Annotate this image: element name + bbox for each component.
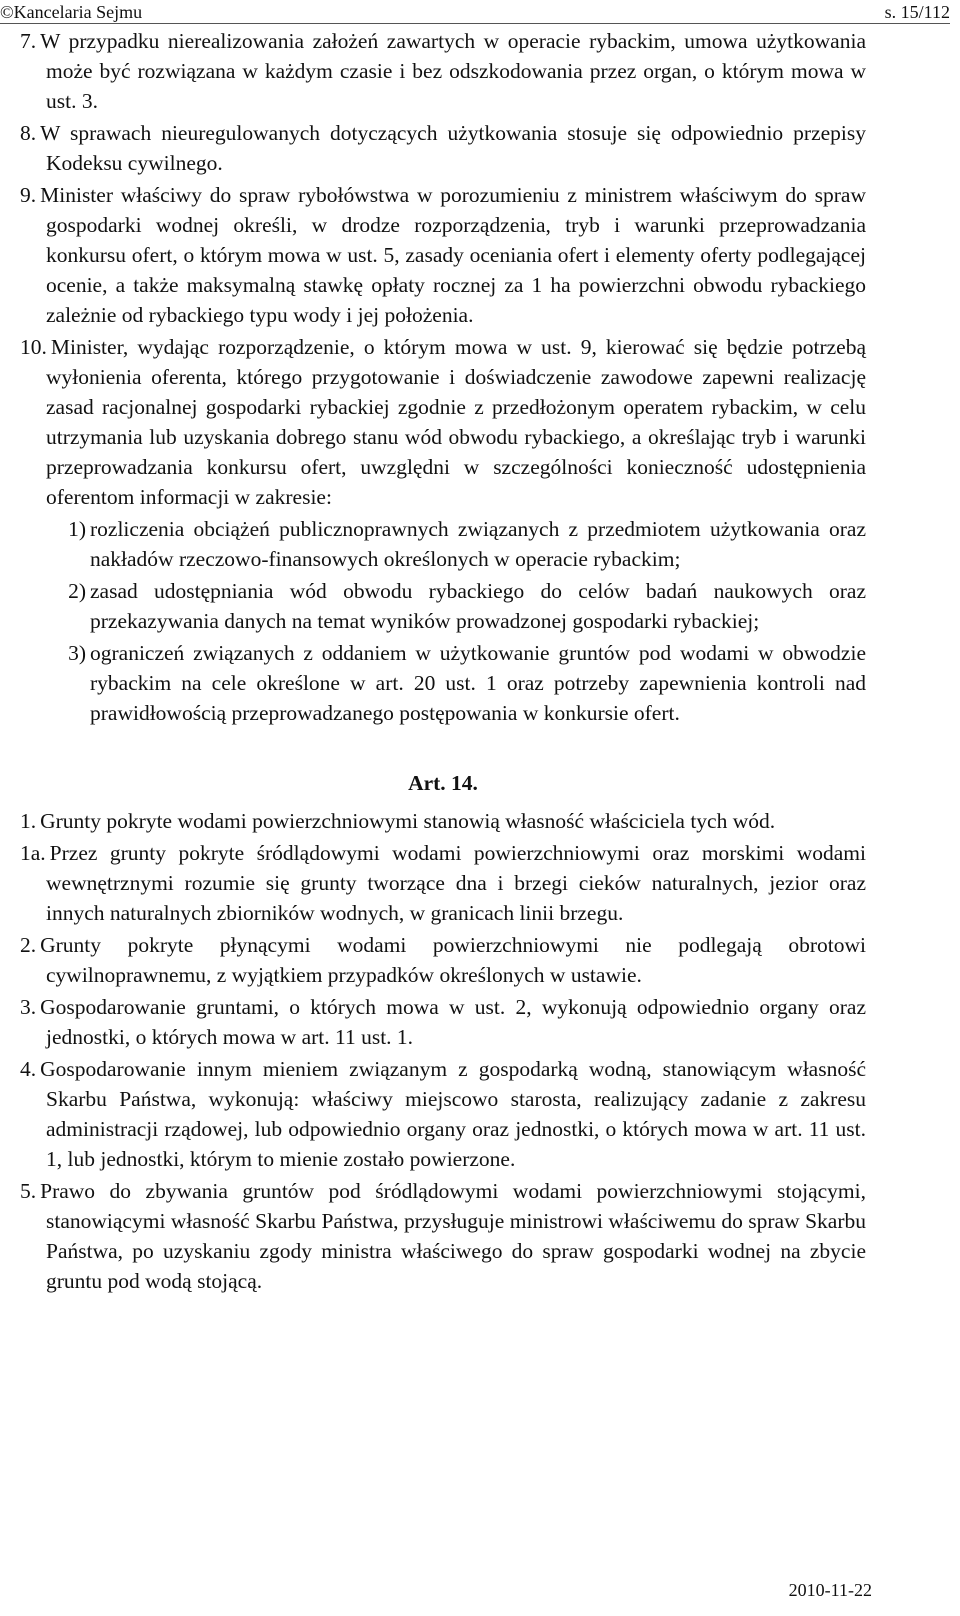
list-marker: 3)	[68, 641, 86, 665]
paragraph-text: Grunty pokryte wodami powierzchniowymi stanowią własność właściciela tych wód.	[40, 809, 776, 833]
paragraph-10	[20, 332, 866, 512]
footer-date: 2010-11-22	[788, 1580, 872, 1600]
article-paragraph-4	[20, 1054, 866, 1174]
list-item	[20, 514, 866, 574]
list-marker: 1)	[68, 517, 86, 541]
list-item	[20, 576, 866, 636]
list-item	[20, 638, 866, 728]
article-paragraph-1a	[20, 838, 866, 928]
paragraph-text: Grunty pokryte płynącymi wodami powierzchniowymi nie podlegają obrotowi cywilnoprawnemu, z wyjątkiem przypadków określonych w ustawie.	[40, 933, 866, 987]
paragraph-number: 8.	[20, 121, 37, 145]
paragraph-9	[20, 180, 866, 330]
paragraph-text: Prawo do zbywania gruntów pod śródlądowymi wodami powierzchniowymi stojącymi, stanowiącymi własność Skarbu Państwa, przysługuje ministrowi właściwemu do spraw Skarbu Państwa, po uzyskaniu zgody ministra właściwego do spraw gospodarki wodnej na zbycie gruntu pod wodą stojącą.	[40, 1179, 866, 1293]
list-item-text: rozliczenia obciążeń publicznoprawnych związanych z przedmiotem użytkowania oraz nakładów rzeczowo-finansowych określonych w operacie rybackim;	[90, 517, 866, 571]
paragraph-number: 1a.	[20, 841, 46, 865]
article-paragraph-3	[20, 992, 866, 1052]
paragraph-number: 9.	[20, 183, 37, 207]
page-number: s. 15/112	[884, 2, 950, 22]
paragraph-text: Minister, wydając rozporządzenie, o którym mowa w ust. 9, kierować się będzie potrzebą wyłonienia oferenta, którego przygotowanie i doświadczenie zawodowe zapewni realizację zasad racjonalnej gospodarki rybackiej zgodnie z przedłożonym operatem rybackim, w celu utrzymania lub uzyskania dobrego stanu wód obwodu rybackiego, a określając tryb i warunki przeprowadzania konkursu ofert, uwzględni w szczególności konieczność udostępnienia oferentom informacji w zakresie:	[46, 335, 866, 509]
article-paragraph-1	[20, 806, 866, 836]
paragraph-text: Minister właściwy do spraw rybołówstwa w porozumieniu z ministrem właściwym do spraw gospodarki wodnej określi, w drodze rozporządzenia, tryb i warunki przeprowadzania konkursu ofert, o którym mowa w ust. 5, zasady oceniania ofert i elementy oferty podlegającej ocenie, a także maksymalną stawkę opłaty rocznej za 1 ha powierzchni obwodu rybackiego zależnie od rybackiego typu wody i jej położenia.	[40, 183, 866, 327]
paragraph-number: 3.	[20, 995, 37, 1019]
paragraph-text: W przypadku nierealizowania założeń zawartych w operacie rybackim, umowa użytkowania może być rozwiązana w każdym czasie i bez odszkodowania przez organ, o którym mowa w ust. 3.	[40, 29, 866, 113]
page-header	[0, 0, 960, 24]
header-divider	[0, 23, 950, 24]
article-paragraph-2	[20, 930, 866, 990]
paragraph-7	[20, 26, 866, 116]
enumerated-list	[20, 514, 866, 728]
paragraph-number: 4.	[20, 1057, 37, 1081]
article-paragraph-5	[20, 1176, 866, 1296]
paragraph-number: 5.	[20, 1179, 37, 1203]
copyright-label: ©Kancelaria Sejmu	[0, 2, 143, 22]
paragraph-number: 2.	[20, 933, 37, 957]
paragraph-text: Gospodarowanie innym mieniem związanym z gospodarką wodną, stanowiącym własność Skarbu Państwa, wykonują: właściwy miejscowo starosta, realizujący zadanie z zakresu administracji rządowej, lub odpowiednio organy oraz jednostki, o których mowa w art. 11 ust. 1, lub jednostki, którym to mienie zostało powierzone.	[40, 1057, 866, 1171]
article-heading: Art. 14.	[408, 771, 478, 795]
list-item-text: ograniczeń związanych z oddaniem w użytkowanie gruntów pod wodami w obwodzie rybackim na cele określone w art. 20 ust. 1 oraz potrzeby zapewnienia kontroli nad prawidłowością przeprowadzanego postępowania w konkursie ofert.	[90, 641, 866, 725]
paragraph-text: Przez grunty pokryte śródlądowymi wodami powierzchniowymi oraz morskimi wodami wewnętrznymi rozumie się grunty tworzące dna i brzegi cieków naturalnych, jezior oraz innych naturalnych zbiorników wodnych, w granicach linii brzegu.	[46, 841, 866, 925]
paragraph-text: Gospodarowanie gruntami, o których mowa w ust. 2, wykonują odpowiednio organy oraz jednostki, o których mowa w art. 11 ust. 1.	[40, 995, 866, 1049]
paragraph-text: W sprawach nieuregulowanych dotyczących użytkowania stosuje się odpowiednio przepisy Kodeksu cywilnego.	[40, 121, 866, 175]
document-body	[20, 26, 866, 1298]
paragraph-number: 10.	[20, 335, 47, 359]
list-marker: 2)	[68, 579, 86, 603]
paragraph-number: 1.	[20, 809, 37, 833]
paragraph-number: 7.	[20, 29, 37, 53]
paragraph-8	[20, 118, 866, 178]
list-item-text: zasad udostępniania wód obwodu rybackiego do celów badań naukowych oraz przekazywania danych na temat wyników prowadzonej gospodarki rybackiej;	[90, 579, 866, 633]
